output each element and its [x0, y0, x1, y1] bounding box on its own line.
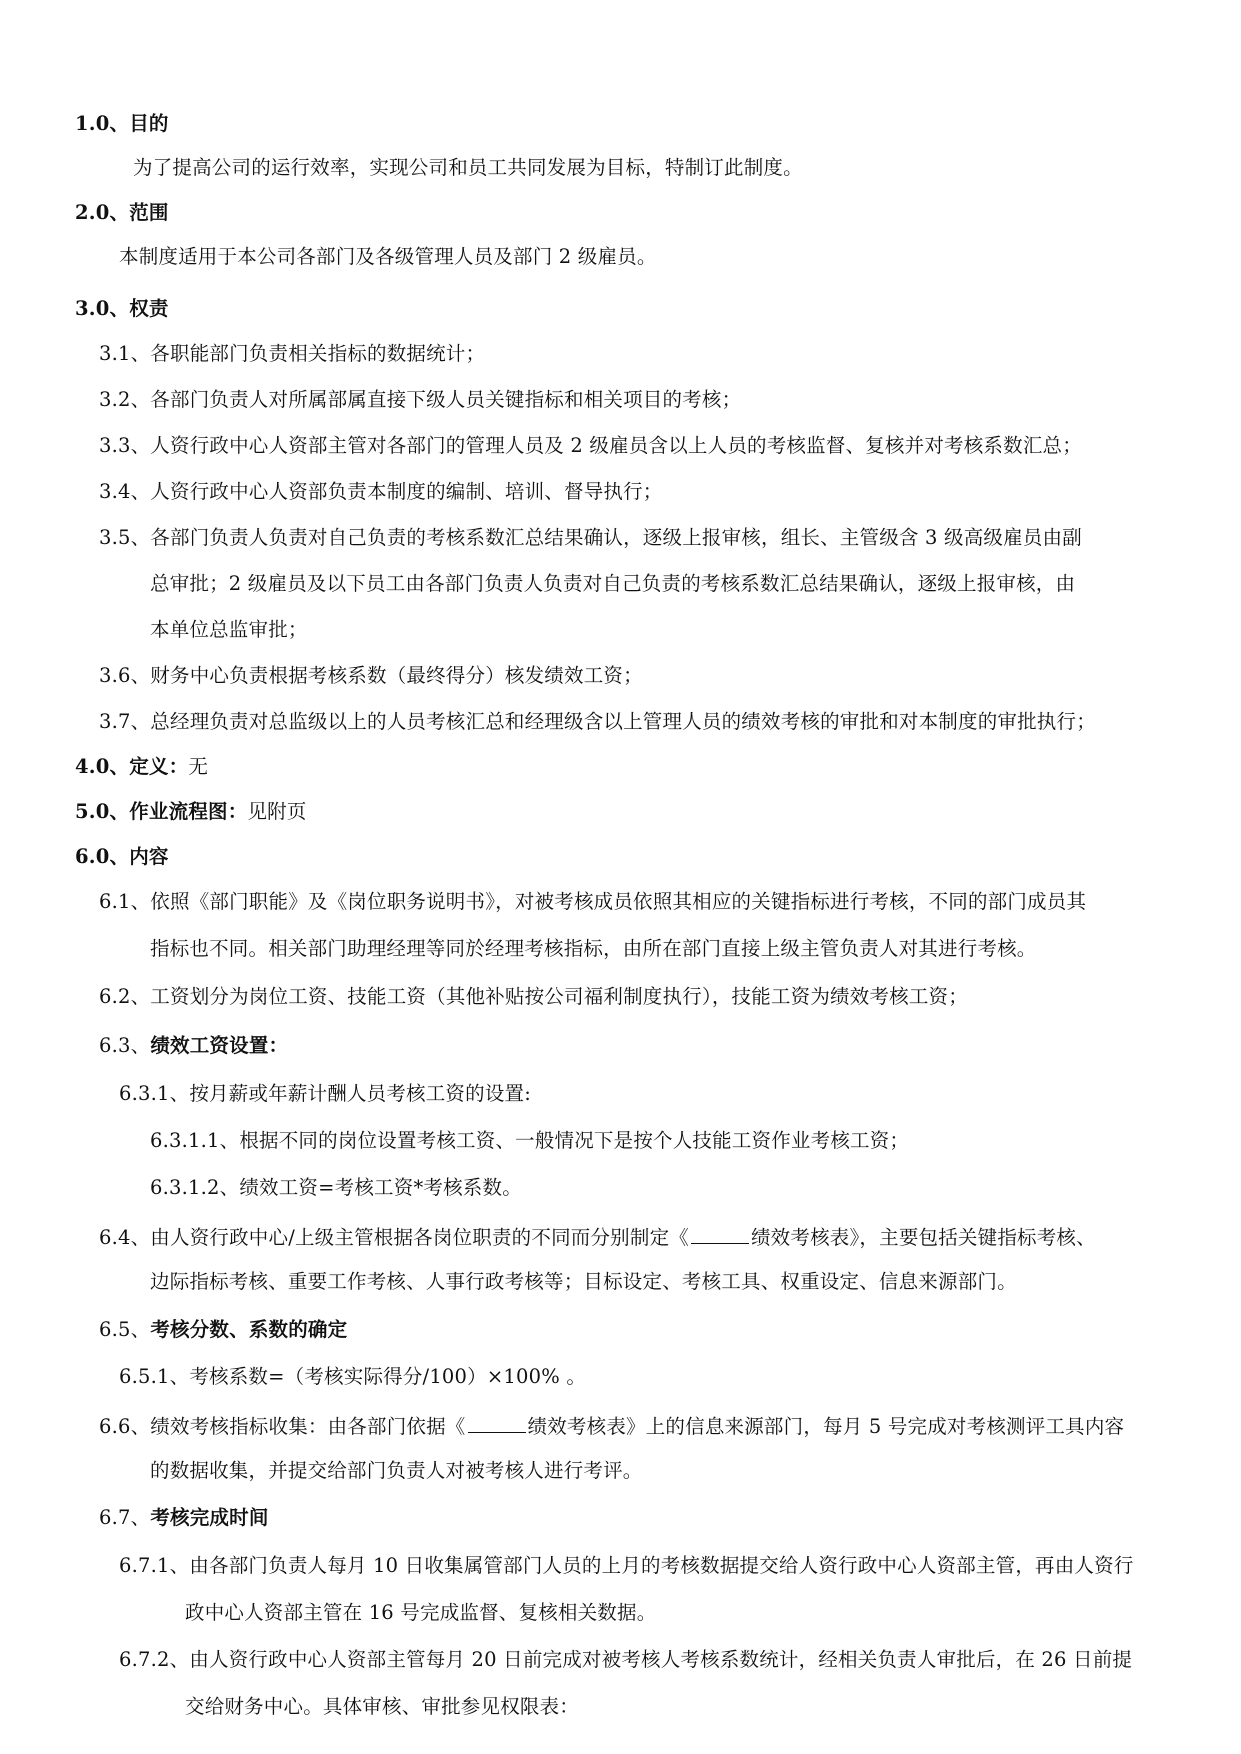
clause-3-6: 3.6、财务中心负责根据考核系数（最终得分）核发绩效工资；: [99, 664, 643, 687]
section-4-heading: 4.0、定义：: [75, 755, 189, 778]
section-4: [75, 753, 208, 781]
clause-3-5-line-2: 总审批；2 级雇员及以下员工由各部门负责人负责对自己负责的考核系数汇总结果确认，逐级上报审核，由: [150, 572, 1076, 595]
clause-6-3-1-2: 6.3.1.2、绩效工资=考核工资*考核系数。: [150, 1176, 522, 1199]
clause-6-6-text-after: 绩效考核表》上的信息来源部门，每月 5 号完成对考核测评工具内容: [527, 1415, 1125, 1438]
clause-6-4-line-1: [99, 1221, 1096, 1252]
clause-3-1: 3.1、各职能部门负责相关指标的数据统计；: [99, 342, 486, 365]
clause-6-4-line-2: 边际指标考核、重要工作考核、人事行政考核等；目标设定、考核工具、权重设定、信息来源部门。: [150, 1270, 1017, 1293]
section-2-heading: 2.0、范围: [75, 201, 169, 224]
section-6-heading: 6.0、内容: [75, 845, 169, 868]
clause-3-2: 3.2、各部门负责人对所属部属直接下级人员关键指标和相关项目的考核；: [99, 388, 742, 411]
clause-6-3: [99, 1032, 288, 1060]
clause-6-5-title: 考核分数、系数的确定: [150, 1318, 348, 1341]
clause-3-5-line-1: 3.5、各部门负责人负责对自己负责的考核系数汇总结果确认，逐级上报审核，组长、主管级含 3 级高级雇员由副: [99, 526, 1082, 549]
clause-3-3: 3.3、人资行政中心人资部主管对各部门的管理人员及 2 级雇员含以上人员的考核监督、复核并对考核系数汇总；: [99, 434, 1082, 457]
clause-6-7-number: 6.7、: [99, 1506, 151, 1529]
clause-6-1-line-1: 6.1、依照《部门职能》及《岗位职务说明书》，对被考核成员依照其相应的关键指标进行考核，不同的部门成员其: [99, 890, 1087, 913]
section-1-heading: 1.0、目的: [75, 112, 169, 135]
clause-6-7-2-line-1: 6.7.2、由人资行政中心人资部主管每月 20 日前完成对被考核人考核系数统计，经相关负责人审批后，在 26 日前提: [119, 1648, 1133, 1671]
clause-3-7: 3.7、总经理负责对总监级以上的人员考核汇总和经理级含以上管理人员的绩效考核的审批和对本制度的审批执行；: [99, 710, 1096, 733]
clause-6-5: [99, 1316, 347, 1344]
section-5: [75, 798, 307, 826]
clause-6-7-1-line-2: 政中心人资部主管在 16 号完成监督、复核相关数据。: [185, 1601, 657, 1624]
clause-6-6-line-1: [99, 1410, 1124, 1441]
clause-6-7-2-line-2: 交给财务中心。具体审核、审批参见权限表：: [185, 1695, 580, 1718]
clause-6-1-line-2: 指标也不同。相关部门助理经理等同於经理考核指标，由所在部门直接上级主管负责人对其进行考核。: [150, 937, 1037, 960]
section-1-body: 为了提高公司的运行效率，实现公司和员工共同发展为目标，特制订此制度。: [133, 156, 803, 179]
clause-6-3-1-1: 6.3.1.1、根据不同的岗位设置考核工资、一般情况下是按个人技能工资作业考核工资；: [150, 1129, 910, 1152]
section-3-heading: 3.0、权责: [75, 297, 169, 320]
clause-6-3-number: 6.3、: [99, 1034, 151, 1057]
clause-6-5-number: 6.5、: [99, 1318, 151, 1341]
section-5-body: 见附页: [247, 800, 307, 823]
clause-6-7: [99, 1504, 269, 1532]
clause-6-7-1-line-1: 6.7.1、由各部门负责人每月 10 日收集属管部门人员的上月的考核数据提交给人资行政中心人资部主管，再由人资行: [119, 1554, 1134, 1577]
clause-6-3-1: 6.3.1、按月薪或年薪计酬人员考核工资的设置:: [119, 1082, 531, 1105]
clause-6-7-title: 考核完成时间: [150, 1506, 269, 1529]
form-name-blank: [691, 1221, 749, 1244]
clause-3-5-line-3: 本单位总监审批；: [150, 618, 308, 641]
clause-6-3-title: 绩效工资设置：: [150, 1034, 289, 1057]
form-name-blank: [468, 1410, 526, 1433]
section-4-body: 无: [188, 755, 209, 778]
clause-6-2: 6.2、工资划分为岗位工资、技能工资（其他补贴按公司福利制度执行），技能工资为绩效考核工资；: [99, 985, 968, 1008]
clause-6-6-line-2: 的数据收集，并提交给部门负责人对被考核人进行考评。: [150, 1459, 643, 1482]
clause-6-6-text-before: 6.6、绩效考核指标收集：由各部门依据《: [99, 1415, 466, 1438]
clause-6-4-text-after: 绩效考核表》，主要包括关键指标考核、: [750, 1226, 1096, 1249]
clause-3-4: 3.4、人资行政中心人资部负责本制度的编制、培训、督导执行；: [99, 480, 663, 503]
clause-6-5-1: 6.5.1、考核系数=（考核实际得分/100）×100% 。: [119, 1365, 587, 1388]
section-2-body: 本制度适用于本公司各部门及各级管理人员及部门 2 级雇员。: [119, 245, 657, 268]
clause-6-4-text-before: 6.4、由人资行政中心/上级主管根据各岗位职责的不同而分别制定《: [99, 1226, 689, 1249]
section-5-heading: 5.0、作业流程图：: [75, 800, 248, 823]
